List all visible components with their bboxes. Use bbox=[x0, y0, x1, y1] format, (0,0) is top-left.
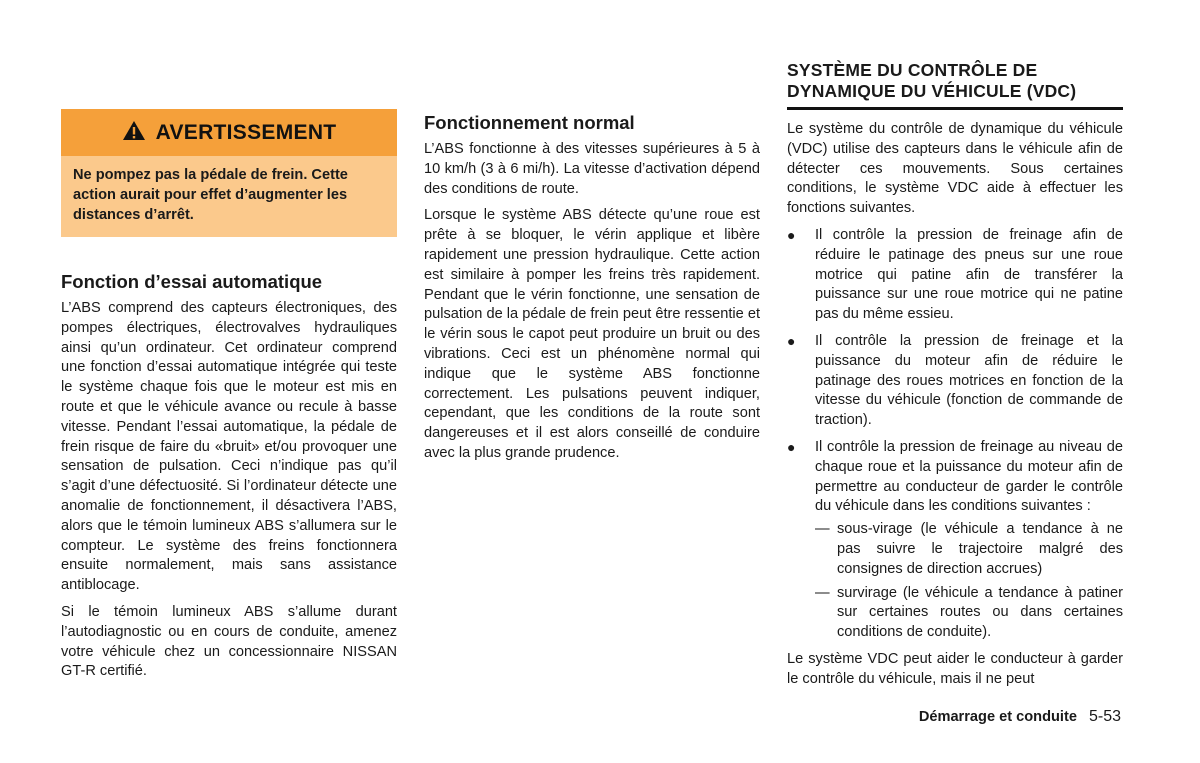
paragraph-normal-1: L’ABS fonctionne à des vitesses supérieures à 5 à 10 km/h (3 à 6 mi/h). La vitesse d’activation dépend des conditions de route. bbox=[424, 141, 760, 197]
list-item-text: Il contrôle la pression de freinage au niveau de chaque roue et la puissance du moteur afin de permettre au conducteur de garder le contrôle du véhicule dans les conditions suivantes : bbox=[815, 438, 1123, 515]
dash-icon: — bbox=[815, 521, 830, 538]
warning-title: AVERTISSEMENT bbox=[155, 120, 337, 144]
page-number: 5-53 bbox=[1088, 708, 1121, 725]
column-right bbox=[787, 60, 1123, 697]
bullet-icon: ● bbox=[787, 332, 796, 349]
column-left bbox=[61, 109, 397, 689]
section-title-line-1: SYSTÈME DU CONTRÔLE DE bbox=[787, 60, 1038, 80]
paragraph-vdc-intro: Le système du contrôle de dynamique du véhicule (VDC) utilise des capteurs dans le véhicule afin de détecter ces mouvements. Sous certaines conditions, le système VDC aide à effectuer les fonctions suivantes. bbox=[787, 121, 1123, 217]
list-item bbox=[787, 332, 1123, 431]
list-item bbox=[787, 438, 1123, 643]
paragraph-vdc-outro: Le système VDC peut aider le conducteur à garder le contrôle du véhicule, mais il ne peut bbox=[787, 650, 1123, 687]
sublist-item-text: sous-virage (le véhicule a tendance à ne pas suivre le trajectoire malgré des consignes de direction accrues) bbox=[837, 521, 1123, 577]
condition-sublist bbox=[815, 520, 1123, 643]
title-divider bbox=[787, 107, 1123, 110]
page-footer bbox=[919, 708, 1121, 726]
section-title-line-2: DYNAMIQUE DU VÉHICULE (VDC) bbox=[787, 81, 1077, 101]
bullet-icon: ● bbox=[787, 226, 796, 243]
footer-section-name: Démarrage et conduite bbox=[918, 709, 1077, 725]
sublist-item-text: survirage (le véhicule a tendance à patiner sur certaines routes ou dans certaines conditions de conduite). bbox=[837, 584, 1123, 641]
list-item bbox=[787, 226, 1123, 325]
vdc-function-list bbox=[787, 226, 1123, 643]
sublist-item bbox=[815, 520, 1123, 579]
warning-text: Ne pompez pas la pédale de frein. Cette action aurait pour effet d’augmenter les distances d’arrêt. bbox=[61, 156, 397, 237]
warning-box bbox=[61, 109, 397, 237]
section-title-vdc bbox=[787, 60, 1123, 102]
list-item-text: Il contrôle la pression de freinage afin de réduire le patinage des pneus sur une roue motrice qui patine afin de transférer la puissance sur une roue motrice qui ne patine pas du même essieu. bbox=[815, 226, 1123, 323]
warning-header bbox=[61, 109, 397, 156]
sublist-item bbox=[815, 584, 1123, 643]
paragraph-self-test-1: L’ABS comprend des capteurs électroniques, des pompes électriques, électrovalves hydrauliques ainsi qu’un ordinateur. Cet ordinateur comprend une fonction d’essai automatique intégrée qui teste le système chaque fois que le moteur est mis en route et que le véhicule avance ou recule à basse vitesse. Pendant l’essai automatique, la pédale de frein risque de faire du «bruit» et/ou provoquer une sensation de pulsation. Ceci n’indique pas qu’il s’agit d’une défectuosité. Si l’ordinateur détecte une anomalie de fonctionnement, il désactivera l’ABS, alors que le témoin lumineux ABS s’allumera sur le compteur. Le système des freins fonctionnera ensuite normalement, mais sans assistance antiblocage. bbox=[61, 300, 397, 594]
column-middle bbox=[424, 112, 760, 471]
paragraph-normal-2: Lorsque le système ABS détecte qu’une roue est prête à se bloquer, le vérin applique et libère rapidement une pression hydraulique. Cette action est similaire à pomper les freins très rapidement. Pendant que le vérin fonctionne, une sensation de pulsation de la pédale de frein peut être ressentie et le vérin sous le capot peut produire un bruit ou des vibrations. Ceci est un phénomène normal qui indique que le système ABS fonctionne correctement. Les pulsations peuvent indiquer, cependant, que les conditions de la route sont dangereuses et il est alors conseillé de conduire avec la plus grande prudence. bbox=[424, 207, 760, 461]
dash-icon: — bbox=[815, 584, 830, 601]
list-item-text: Il contrôle la pression de freinage et la puissance du moteur afin de réduire le patinage des roues motrices en fonction de la vitesse du véhicule (fonction de commande de traction). bbox=[815, 332, 1123, 429]
heading-normal-operation: Fonctionnement normal bbox=[424, 112, 635, 133]
bullet-icon: ● bbox=[787, 438, 796, 455]
warning-triangle-icon bbox=[122, 120, 146, 146]
heading-self-test: Fonction d’essai automatique bbox=[61, 271, 323, 292]
paragraph-self-test-2: Si le témoin lumineux ABS s’allume durant l’autodiagnostic ou en cours de conduite, amenez votre véhicule chez un concessionnaire NISSAN GT-R certifié. bbox=[61, 603, 397, 680]
